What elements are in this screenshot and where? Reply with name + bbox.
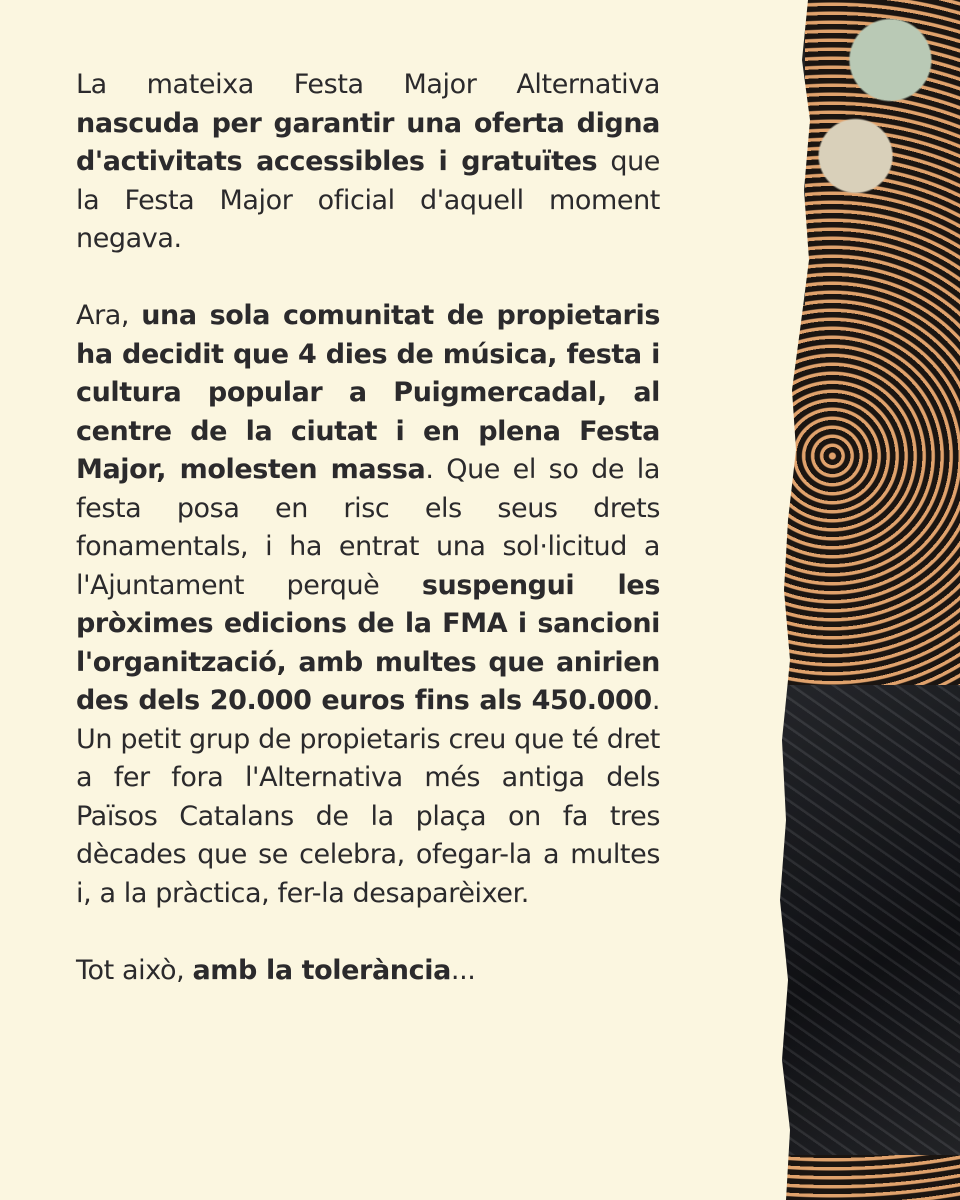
text-segment: . Que el so de la festa posa en risc els seus drets fonamentals, i ha entrat una sol·licitud a l'Ajuntament perquè (76, 454, 660, 601)
text-segment-bold: una sola comunitat de propietaris ha decidit que 4 dies de música, festa i cultura popular a Puigmercadal, al centre de la ciutat i en plena Festa Major, molesten massa (76, 300, 660, 485)
article-text (76, 66, 660, 990)
paragraph-1 (76, 66, 660, 259)
paragraph-2 (76, 297, 660, 913)
text-segment-bold: nascuda per garantir una oferta digna d'activitats accessibles i gratuïtes (76, 107, 660, 177)
text-segment-bold: suspengui les pròximes edicions de la FMA i sancioni l'organització, amb multes que anirien des dels 20.000 euros fins als 450.000 (76, 569, 660, 716)
torn-paper-edge (700, 0, 810, 1200)
paragraph-3 (76, 952, 660, 991)
text-segment: ... (450, 954, 476, 986)
text-segment: Tot això, (76, 954, 193, 986)
text-segment: . Un petit grup de propietaris creu que té dret a fer fora l'Alternativa més antiga dels Països Catalans de la plaça on fa tres dècades que se celebra, ofegar-la a multes i, a la pràctica, fer-la desaparèixer. (76, 685, 660, 909)
text-segment-bold: amb la tolerància (192, 954, 451, 986)
text-segment: Ara, (76, 300, 142, 331)
text-segment: La mateixa Festa Major Alternativa (76, 69, 660, 100)
text-segment: que la Festa Major oficial d'aquell moment negava. (76, 146, 660, 254)
